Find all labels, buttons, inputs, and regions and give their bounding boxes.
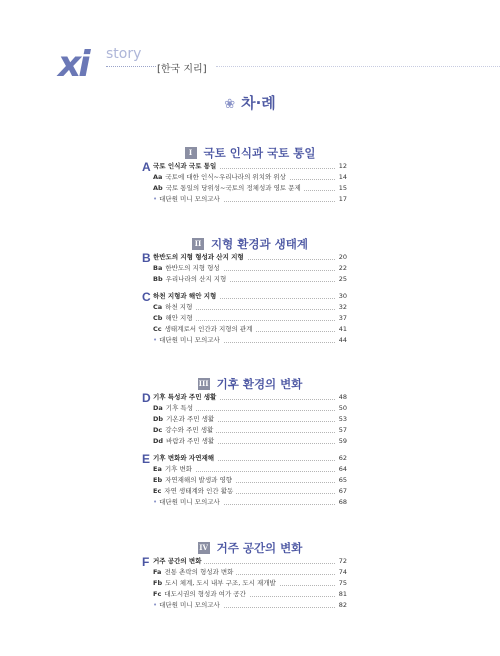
page-number: 44	[338, 336, 347, 344]
entry-label: 우리나라의 산지 지형	[165, 275, 227, 283]
part-heading	[0, 231, 500, 252]
page-number: 67	[338, 487, 347, 495]
part-heading	[0, 535, 500, 556]
header-divider	[106, 66, 156, 67]
toc-title	[0, 92, 500, 113]
section-code: Ab	[153, 184, 163, 192]
page-number: 65	[338, 476, 347, 484]
section-title	[153, 325, 255, 334]
section-title	[153, 601, 223, 610]
page-number: 50	[338, 404, 347, 412]
entry-label: 기후 특성	[165, 404, 193, 412]
page-number: 12	[338, 162, 347, 170]
page-number: 62	[338, 454, 347, 462]
page-number: 82	[338, 601, 347, 609]
part-heading	[0, 140, 500, 161]
section-title	[153, 579, 279, 588]
section-title	[153, 465, 195, 474]
page-number: 68	[338, 498, 347, 506]
page-number: 57	[338, 426, 347, 434]
entry-label: 강수와 주민 생활	[165, 426, 214, 434]
chapter-letter: C	[142, 290, 151, 304]
entry-label: 전통 촌락의 형성과 변화	[164, 568, 234, 576]
page-number: 41	[338, 325, 347, 333]
toc-section-row[interactable]	[0, 437, 500, 449]
page-number: 32	[338, 303, 347, 311]
chapter-letter: B	[142, 251, 151, 265]
page-number: 72	[338, 557, 347, 565]
page-header	[0, 0, 500, 100]
chapter-letter: A	[142, 160, 151, 174]
section-title	[153, 426, 216, 435]
entry-label: 한반도의 지형 형성과 산지 지형	[153, 253, 244, 261]
entry-label: 하천 지형과 해안 지형	[153, 292, 217, 300]
bullet-icon: •	[153, 336, 158, 344]
section-code: Eb	[153, 476, 163, 484]
section-code: Fc	[153, 590, 162, 598]
entry-label: 기온과 주민 생활	[166, 415, 215, 423]
bullet-icon: •	[153, 498, 158, 506]
chapter-letter: E	[142, 452, 151, 466]
entry-label: 한반도의 지형 형성	[165, 264, 220, 272]
section-code: Ca	[153, 303, 163, 311]
section-code: Ea	[153, 465, 162, 473]
toc-section-row[interactable]	[0, 195, 500, 207]
page-number: 20	[338, 253, 347, 261]
entry-label: 해안 지형	[165, 314, 193, 322]
entry-label: 도시 체계, 도시 내부 구조, 도시 재개발	[165, 579, 276, 587]
section-code: Ec	[153, 487, 162, 495]
part-heading-group	[192, 236, 308, 252]
part-heading-group	[198, 540, 303, 556]
part-numeral-badge: I	[185, 147, 197, 159]
page-number: 53	[338, 415, 347, 423]
entry-label: 국토 통일의 당위성~국토의 정체성과 영토 문제	[165, 184, 301, 192]
part-numeral-badge: II	[192, 238, 204, 250]
section-code: Fb	[153, 579, 163, 587]
toc-title-text: 차·례	[241, 94, 276, 112]
section-title	[153, 498, 223, 507]
page-number: 30	[338, 292, 347, 300]
part-heading-group	[198, 376, 303, 392]
part-title: 지형 환경과 생태계	[211, 237, 308, 251]
page-number: 14	[338, 173, 347, 181]
section-code: Aa	[153, 173, 163, 181]
section-code: Dc	[153, 426, 163, 434]
section-title	[153, 568, 236, 577]
section-code: Dd	[153, 437, 164, 445]
section-code: Ba	[153, 264, 163, 272]
section-title	[153, 184, 304, 193]
entry-label: 대단원 미니 모의고사	[159, 336, 220, 344]
chapter-title	[153, 253, 247, 262]
part-heading-group	[185, 145, 316, 161]
chapter-letter: F	[142, 555, 150, 569]
part-title: 기후 환경의 변화	[216, 377, 303, 391]
entry-label: 자연 생태계와 인간 활동	[164, 487, 234, 495]
chapter-title	[153, 557, 204, 566]
toc-section-row[interactable]	[0, 498, 500, 510]
section-title	[153, 264, 223, 273]
page-number: 75	[338, 579, 347, 587]
chapter-letter: D	[142, 391, 151, 405]
page-number: 59	[338, 437, 347, 445]
entry-label: 거주 공간의 변화	[153, 557, 202, 565]
section-code: Cc	[153, 325, 162, 333]
chapter-title	[153, 393, 219, 402]
section-title	[153, 314, 196, 323]
entry-label: 기후 변화와 자연재해	[153, 454, 215, 462]
section-title	[153, 487, 236, 496]
bullet-icon: •	[153, 601, 158, 609]
section-title	[153, 590, 249, 599]
brand-logo: xi	[58, 44, 88, 85]
section-code: Da	[153, 404, 163, 412]
section-code: Fa	[153, 568, 162, 576]
page-number: 25	[338, 275, 347, 283]
section-code: Cb	[153, 314, 163, 322]
page-number: 22	[338, 264, 347, 272]
section-title	[153, 437, 217, 446]
section-title	[153, 303, 195, 312]
brand-logo-sub: story	[106, 46, 142, 62]
entry-label: 기후 변화	[164, 465, 193, 473]
toc-section-row[interactable]	[0, 336, 500, 348]
section-title	[153, 476, 235, 485]
page-number: 37	[338, 314, 347, 322]
page-number: 74	[338, 568, 347, 576]
header-divider-right	[216, 66, 500, 67]
page-number: 64	[338, 465, 347, 473]
page-number: 15	[338, 184, 347, 192]
entry-label: 대단원 미니 모의고사	[159, 195, 220, 203]
section-title	[153, 404, 196, 413]
entry-label: 기후 특성과 주민 생활	[153, 393, 217, 401]
part-title: 국토 인식과 국토 통일	[203, 146, 316, 160]
part-numeral-badge: IV	[199, 543, 208, 552]
entry-label: 국토 인식과 국토 통일	[153, 162, 217, 170]
toc-section-row[interactable]	[0, 601, 500, 613]
entry-label: 국토에 대한 인식~우리나라의 위치와 위상	[165, 173, 286, 181]
part-title: 거주 공간의 변화	[216, 541, 303, 555]
section-title	[153, 275, 229, 284]
entry-label: 하천 지형	[165, 303, 193, 311]
section-code: Db	[153, 415, 164, 423]
part-heading	[0, 371, 500, 392]
entry-label: 자연재해의 발생과 영향	[165, 476, 233, 484]
subject-label: [한국 지리]	[157, 64, 207, 75]
toc-section-row[interactable]	[0, 275, 500, 287]
chapter-title	[153, 162, 219, 171]
page-number: 17	[338, 195, 347, 203]
section-code: Bb	[153, 275, 163, 283]
section-title	[153, 195, 223, 204]
section-title	[153, 415, 217, 424]
entry-label: 대단원 미니 모의고사	[159, 498, 220, 506]
entry-label: 대도시권의 형성과 여가 공간	[164, 590, 246, 598]
entry-label: 생태계로서 인간과 지형의 관계	[164, 325, 253, 333]
flower-icon: ❀	[224, 97, 236, 112]
entry-label: 대단원 미니 모의고사	[159, 601, 220, 609]
section-title	[153, 173, 289, 182]
part-numeral-badge: III	[198, 379, 209, 388]
bullet-icon: •	[153, 195, 158, 203]
chapter-title	[153, 292, 219, 301]
section-title	[153, 336, 223, 345]
page-number: 81	[338, 590, 347, 598]
entry-label: 바람과 주민 생활	[166, 437, 215, 445]
page-number: 48	[338, 393, 347, 401]
chapter-title	[153, 454, 217, 463]
